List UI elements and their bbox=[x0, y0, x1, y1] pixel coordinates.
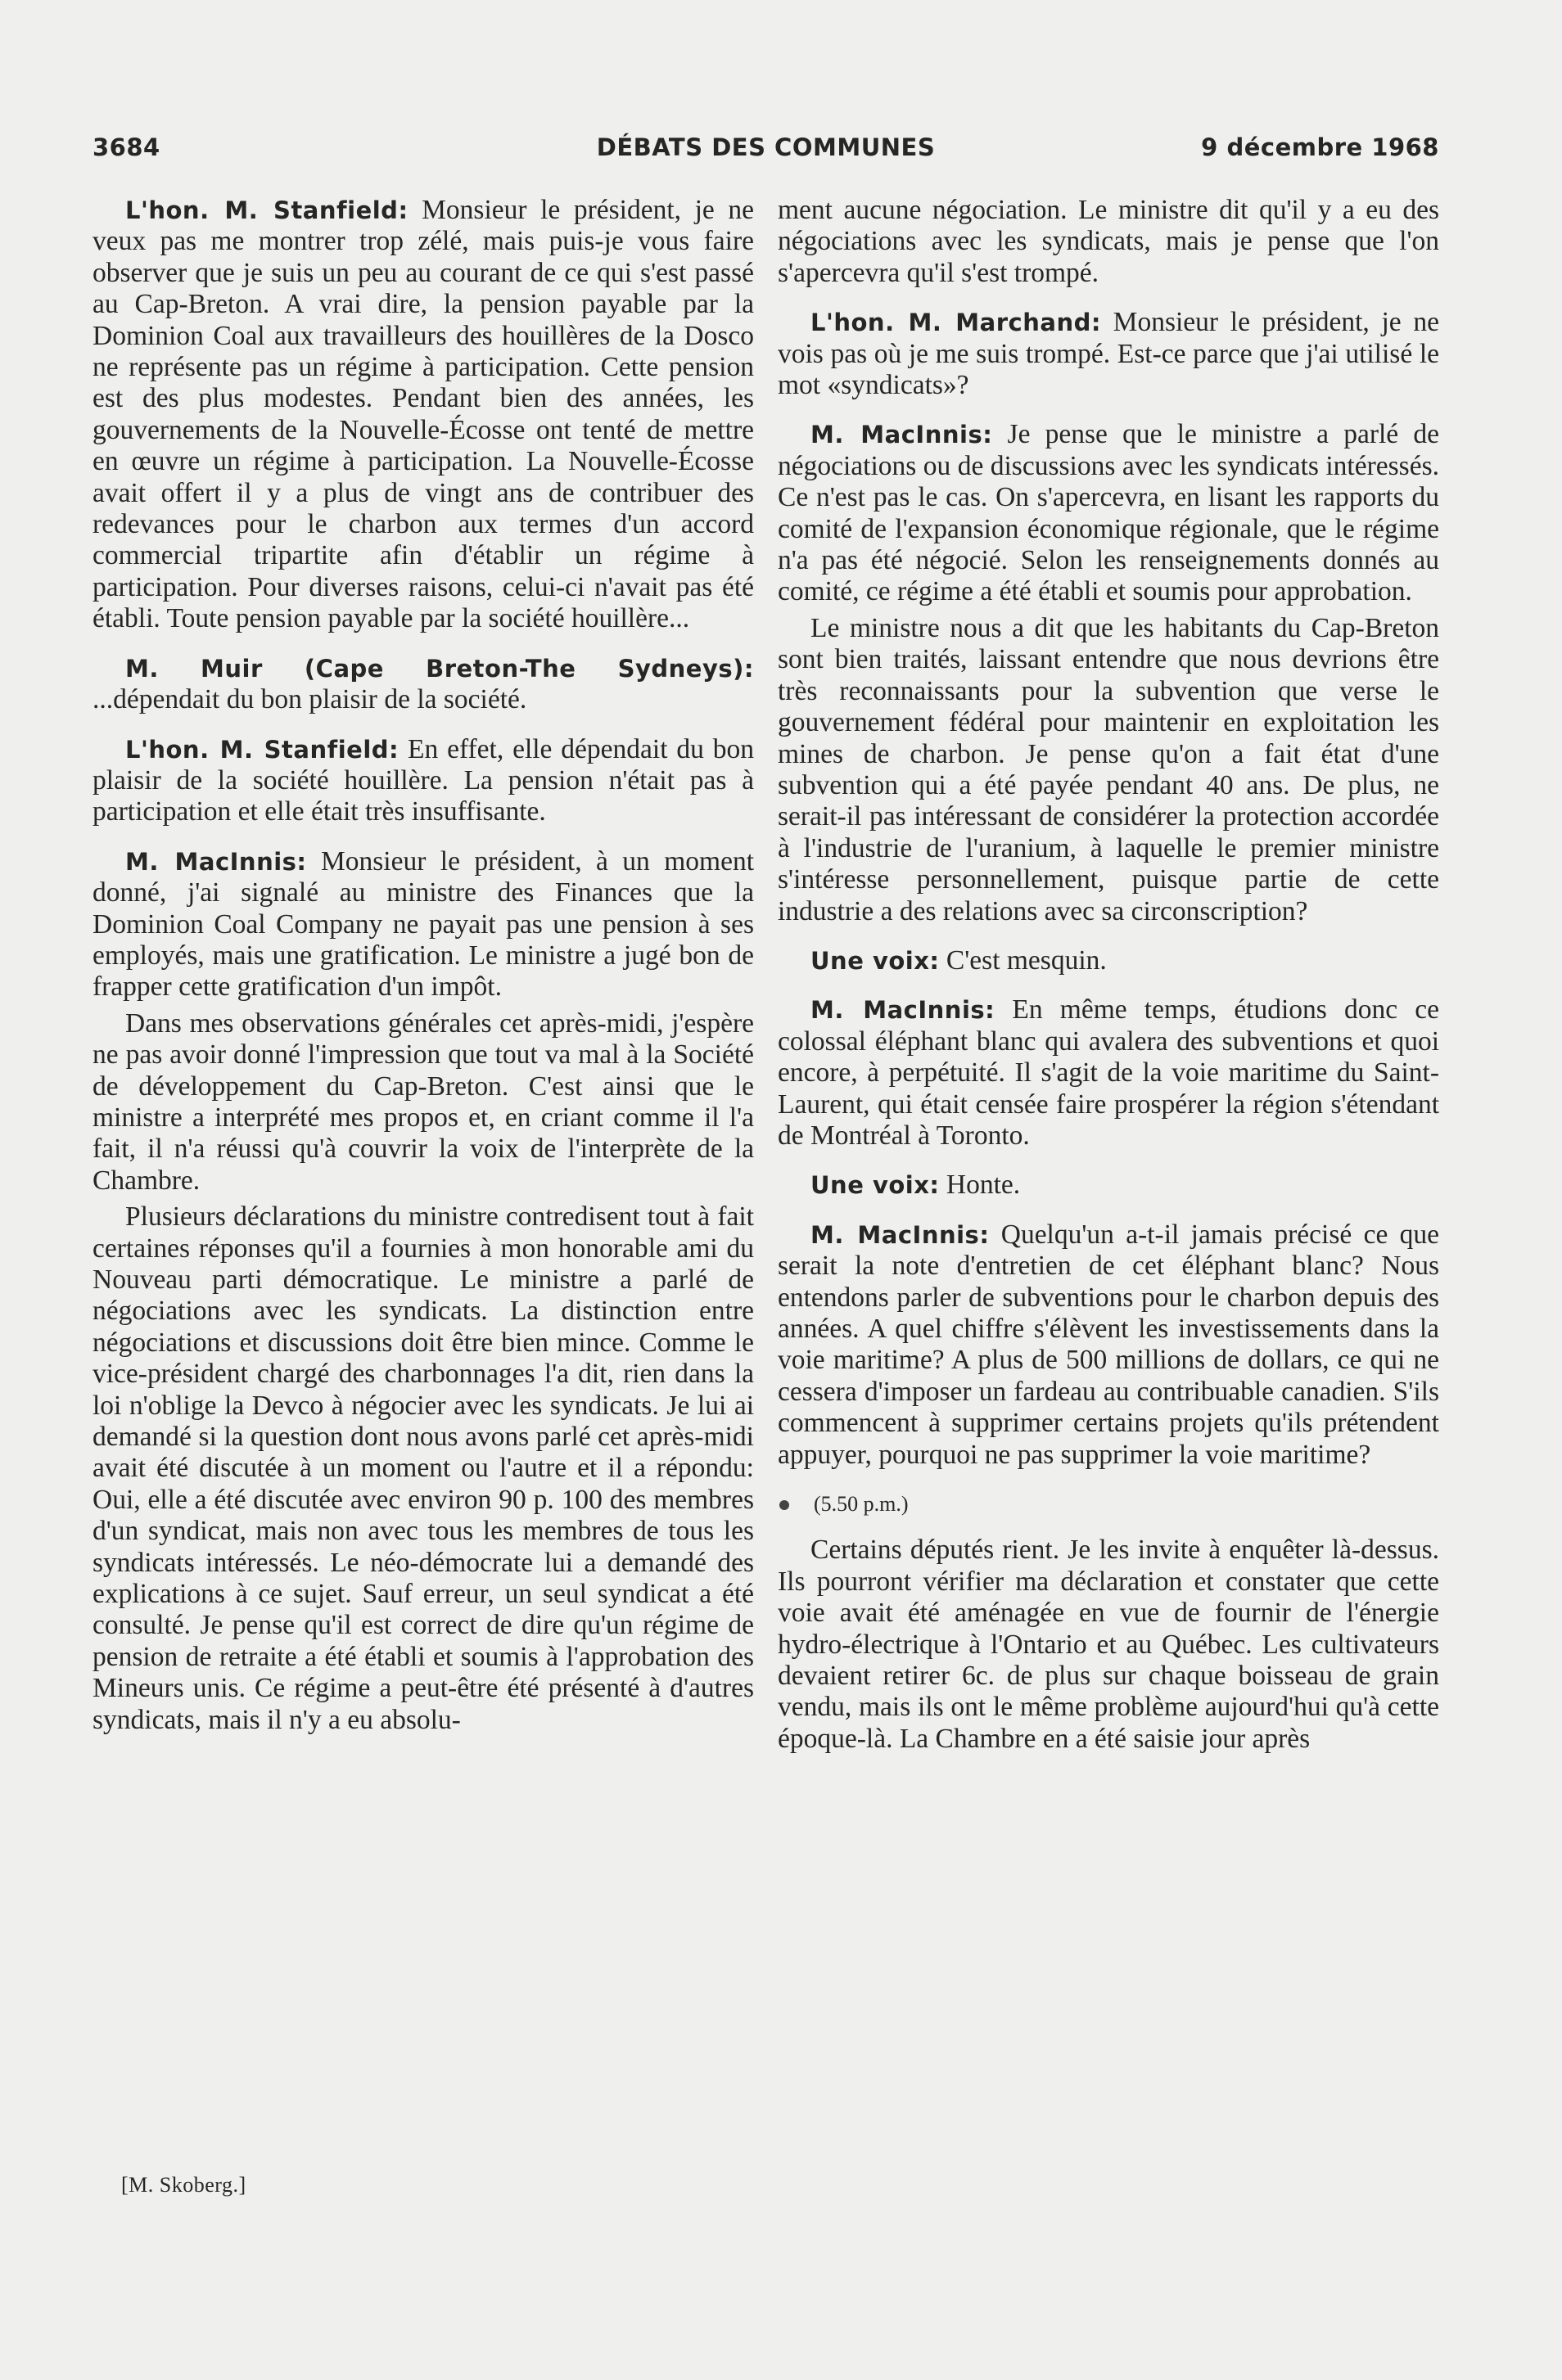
bullet-icon bbox=[779, 1500, 789, 1510]
paragraph-text: Honte. bbox=[946, 1170, 1021, 1201]
speech-paragraph bbox=[778, 419, 1439, 607]
paragraph-text: Le ministre nous a dit que les habitants du Cap-Breton sont bien traités, laissant entendre que nous devrions être très reconnaissants pour la subvention que verse le gouvernement fédéral pour maintenir en exploitation les mines de charbon. Je pense qu'on a fait état d'une subvention qui a été payée pendant 40 ans. De plus, ne serait-il pas intéressant de considérer la protection accordée à l'industrie de l'uranium, à laquelle le premier ministre s'intéresse personnellement, puisque partie de cette industrie a des relations avec sa circonscription? bbox=[778, 612, 1439, 926]
speaker-name: M. MacInnis: bbox=[125, 847, 307, 876]
paragraph-text: En même temps, étudions donc ce colossal éléphant blanc qui avalera des subventions et quoi encore, à perpétuité. Il s'agit de la voie maritime du Saint-Laurent, qui était censée faire prospérer la région s'étendant de Montréal à Toronto. bbox=[778, 994, 1439, 1151]
speech-paragraph bbox=[778, 1219, 1439, 1471]
paragraph-text: ment aucune négociation. Le ministre dit qu'il y a eu des négociations avec les syndicats, mais je pense que l'on s'apercevra qu'il s'est trompé. bbox=[778, 195, 1439, 288]
paragraph-text: Plusieurs déclarations du ministre contredisent tout à fait certaines réponses qu'il a fournies à mon honorable ami du Nouveau parti démocratique. Le ministre a parlé de négociations avec les syndicats. La distinction entre négociations et discussions doit être bien mince. Comme le vice-président chargé des charbonnages l'a dit, rien dans la loi n'oblige la Devco à négocier avec les syndicats. Je lui ai demandé si la question dont nous avons parlé cet après-midi avait été discutée à un moment ou l'autre et il a répondu: Oui, elle a été discutée avec environ 90 p. 100 des membres d'un syndicat, mais non avec tous les membres de tous les syndicats intéressés. Le néo-démocrate lui a demandé des explications à ce sujet. Sauf erreur, un seul syndicat a été consulté. Je pense qu'il est correct de dire qu'un régime de pension de retraite a été établi et soumis à l'approbation des Mineurs unis. Ce régime a peut-être été présenté à d'autres syndicats, mais il n'y a eu absolu- bbox=[93, 1201, 754, 1735]
speech-paragraph bbox=[778, 307, 1439, 401]
time-note-text: (5.50 p.m.) bbox=[814, 1492, 909, 1517]
page-number: 3684 bbox=[93, 133, 160, 161]
paragraph-text: Dans mes observations générales cet après-midi, j'espère ne pas avoir donné l'impression que tout va mal à la Société de développement du Cap-Breton. C'est ainsi que le ministre a interprété mes propos et, en criant comme il l'a fait, il n'a réussi qu'à couvrir la voix de l'interprète de la Chambre. bbox=[93, 1007, 754, 1196]
speaker-name: Une voix: bbox=[810, 1171, 940, 1200]
speaker-name: L'hon. M. Marchand: bbox=[810, 309, 1101, 337]
paragraph-text: Monsieur le président, à un moment donné, j'ai signalé au ministre des Finances que la Dominion Coal Company ne payait pas une pension à ses employés, mais une gratification. Le ministre a jugé bon de frapper cette gratification d'un impôt. bbox=[93, 845, 755, 1003]
paragraph bbox=[93, 1201, 754, 1736]
speaker-name: M. MacInnis: bbox=[810, 996, 995, 1025]
left-column bbox=[93, 195, 754, 1736]
speech-paragraph bbox=[93, 734, 754, 828]
speech-paragraph bbox=[93, 653, 754, 716]
running-head bbox=[93, 133, 1439, 173]
paragraph-text: Monsieur le président, je ne veux pas me montrer trop zélé, mais puis-je vous faire observer que je suis un peu au courant de ce qui s'est passé au Cap-Breton. A vrai dire, la pension payable par la Dominion Coal aux travailleurs des houillères de la Dosco ne représente pas un régime à participation. Cette pension est des plus modestes. Pendant bien des années, les gouvernements de la Nouvelle-Écosse ont tenté de mettre en œuvre un régime à participation. La Nouvelle-Écosse avait offert il y a plus de vingt ans de contribuer des redevances pour le charbon aux termes d'un accord commercial tripartite afin d'établir un régime à participation. Pour diverses raisons, celui-ci n'avait pas été établi. Toute pension payable par la société houillère... bbox=[93, 195, 754, 634]
speaker-name: M. Muir (Cape Breton-The Sydneys): bbox=[125, 654, 754, 683]
speech-paragraph bbox=[93, 195, 754, 635]
speaker-name: Une voix: bbox=[810, 946, 940, 975]
time-note bbox=[778, 1489, 1439, 1520]
right-column bbox=[778, 195, 1439, 1755]
speaker-name: L'hon. M. Stanfield: bbox=[125, 196, 409, 224]
paragraph-text: ...dépendait du bon plaisir de la société. bbox=[93, 684, 527, 715]
paragraph bbox=[778, 1535, 1439, 1755]
speech-paragraph bbox=[778, 945, 1439, 976]
speech-paragraph bbox=[778, 994, 1439, 1152]
speaker-name: M. MacInnis: bbox=[810, 1220, 990, 1249]
paragraph bbox=[778, 613, 1439, 927]
speech-paragraph bbox=[93, 846, 754, 1003]
paragraph-text: Certains députés rient. Je les invite à enquêter là-dessus. Ils pourront vérifier ma déclaration et constater que cette voie avait été aménagée en vue de fournir de l'énergie hydro-électrique à l'Ontario et au Québec. Les cultivateurs devaient retirer 6c. de plus sur chaque boisseau de grain vendu, mais ils ont le même problème aujourd'hui qu'à cette époque-là. La Chambre en a été saisie jour après bbox=[778, 1535, 1439, 1754]
paragraph-text: Monsieur le président, je ne vois pas où je me suis trompé. Est-ce parce que j'ai utilisé le mot «syndicats»? bbox=[778, 307, 1439, 401]
paragraph-text: Quelqu'un a-t-il jamais précisé ce que serait la note d'entretien de cet éléphant blanc? Nous entendons parler de subventions pour le charbon depuis des années. A quel chiffre s'élèvent les investissements dans la voie maritime? A plus de 500 millions de dollars, ce qui ne cessera d'imposer un fardeau au contribuable canadien. S'ils commencent à supprimer certains projets qu'ils prétendent appuyer, pourquoi ne pas supprimer la voie maritime? bbox=[778, 1219, 1440, 1470]
paragraph-text: Je pense que le ministre a parlé de négociations ou de discussions avec les syndicats intéressés. Ce n'est pas le cas. On s'apercevra, en lisant les rapports du comité de l'expansion économique régionale, que le régime n'a pas été négocié. Selon les renseignements donnés au comité, ce régime a été établi et soumis pour approbation. bbox=[778, 419, 1439, 607]
continued-paragraph bbox=[778, 195, 1439, 289]
speaker-name: M. MacInnis: bbox=[810, 421, 993, 449]
speaker-name: L'hon. M. Stanfield: bbox=[125, 735, 400, 764]
paragraph-text: En effet, elle dépendait du bon plaisir de la société houillère. La pension n'était pas à participation et elle était très insuffisante. bbox=[93, 733, 754, 827]
speaker-note: [M. Skoberg.] bbox=[121, 2173, 246, 2197]
page-date: 9 décembre 1968 bbox=[1201, 133, 1439, 161]
speech-paragraph bbox=[778, 1170, 1439, 1201]
paragraph bbox=[93, 1008, 754, 1197]
paragraph-text: C'est mesquin. bbox=[946, 944, 1107, 976]
journal-title: DÉBATS DES COMMUNES bbox=[596, 133, 936, 161]
